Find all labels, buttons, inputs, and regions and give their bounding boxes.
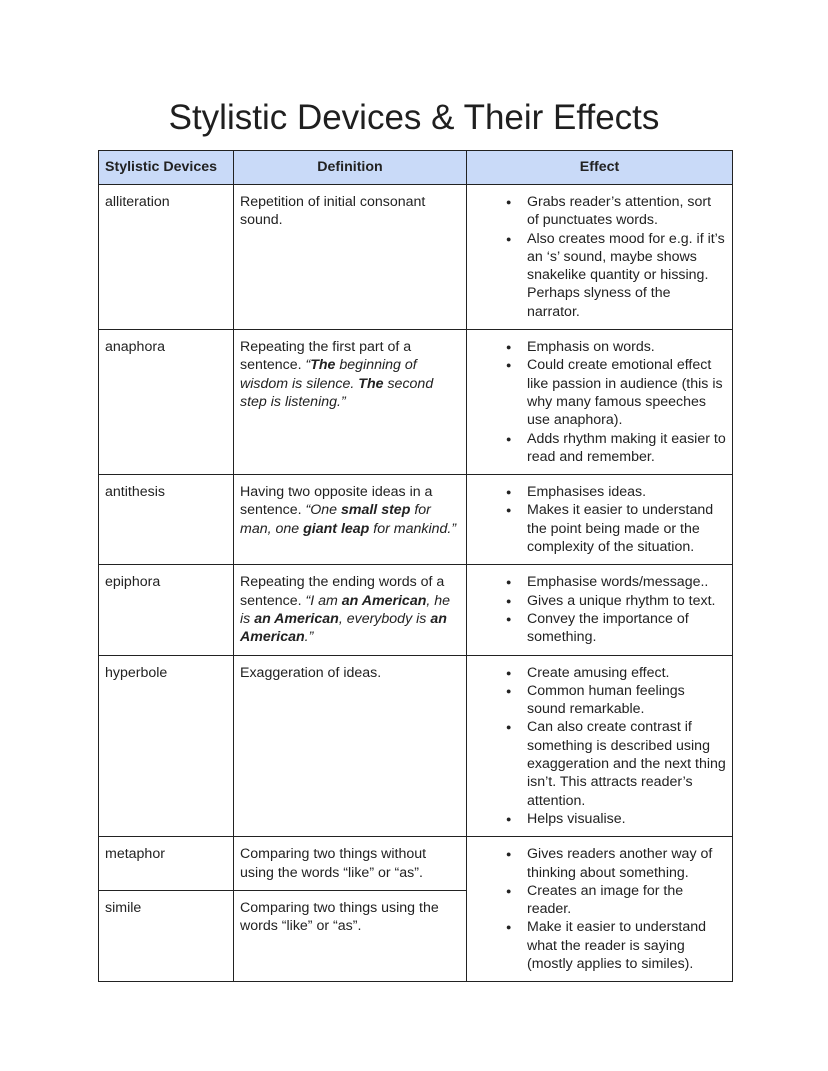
- example-emphasis: an American: [341, 592, 427, 609]
- device-effects: [467, 565, 733, 655]
- example-emphasis: The: [358, 375, 384, 392]
- effect-item: ● Emphasise words/message..: [527, 573, 726, 591]
- definition-example: “The beginning of wisdom is silence. The second step is listening.”: [240, 357, 434, 410]
- effect-item: ● Gives a unique rhythm to text.: [527, 592, 726, 610]
- device-name: alliteration: [99, 185, 234, 330]
- definition-text: Repeating the first part of a sentence.: [240, 339, 412, 374]
- effect-item: ● Convey the importance of something.: [527, 610, 726, 647]
- effects-list: [473, 483, 726, 556]
- effect-item: ● Also creates mood for e.g. if it’s an ‘s’ sound, maybe shows snakelike quantity or hissing. Perhaps slyness of the narrator.: [527, 230, 726, 321]
- effect-item: ● Common human feelings sound remarkable.: [527, 682, 726, 719]
- definition-example: “One small step for man, one giant leap for mankind.”: [240, 502, 457, 537]
- device-name: hyperbole: [99, 655, 234, 837]
- effect-item: ● Grabs reader’s attention, sort of punctuates words.: [527, 193, 726, 230]
- example-emphasis: The: [310, 357, 336, 374]
- effect-item: ● Creates an image for the reader.: [527, 882, 726, 919]
- effect-item: ● Helps visualise.: [527, 810, 726, 828]
- definition-text: Repeating the ending words of a sentence.: [240, 574, 445, 609]
- effects-list: [473, 573, 726, 646]
- device-name: epiphora: [99, 565, 234, 655]
- device-effects: [467, 475, 733, 565]
- table-row: [99, 475, 733, 565]
- effects-list: [473, 338, 726, 466]
- device-name: anaphora: [99, 330, 234, 475]
- definition-text: Having two opposite ideas in a sentence.: [240, 484, 433, 519]
- device-effects: [467, 330, 733, 475]
- table-body: [99, 185, 733, 982]
- header-effect: Effect: [467, 151, 733, 185]
- page-title: Stylistic Devices & Their Effects: [168, 98, 660, 137]
- effects-list: [473, 193, 726, 321]
- table-header-row: [99, 151, 733, 185]
- effects-list: [473, 845, 726, 973]
- device-name: metaphor: [99, 837, 234, 891]
- effect-item: ● Make it easier to understand what the reader is saying (mostly applies to similes).: [527, 918, 726, 973]
- device-definition: Comparing two things without using the words “like” or “as”.: [234, 837, 467, 891]
- example-emphasis: small step: [340, 502, 411, 519]
- effect-item: ● Could create emotional effect like passion in audience (this is why many famous speeches use anaphora).: [527, 356, 726, 429]
- device-definition: Comparing two things using the words “like” or “as”.: [234, 890, 467, 981]
- device-definition: [234, 185, 467, 330]
- table-row: [99, 330, 733, 475]
- table-row: [99, 185, 733, 330]
- device-definition: [234, 475, 467, 565]
- device-effects: [467, 655, 733, 837]
- device-name: simile: [99, 890, 234, 981]
- definition-text: Repetition of initial consonant sound.: [240, 194, 426, 229]
- effect-item: ● Makes it easier to understand the point being made or the complexity of the situation.: [527, 501, 726, 556]
- effect-item: ● Gives readers another way of thinking about something.: [527, 845, 726, 882]
- device-definition: [234, 565, 467, 655]
- effect-item: ● Emphasises ideas.: [527, 483, 726, 501]
- effect-item: ● Can also create contrast if something is described using exaggeration and the next thing isn’t. This attracts reader’s attention.: [527, 718, 726, 809]
- device-effects: [467, 185, 733, 330]
- device-definition: [234, 655, 467, 837]
- stylistic-devices-table: [98, 150, 733, 982]
- table-row: [99, 837, 733, 891]
- effect-item: ● Create amusing effect.: [527, 664, 726, 682]
- definition-text: Exaggeration of ideas.: [240, 664, 382, 681]
- header-definition: Definition: [234, 151, 467, 185]
- effect-item: ● Emphasis on words.: [527, 338, 726, 356]
- example-emphasis: an American: [240, 610, 447, 646]
- device-effects: [467, 837, 733, 982]
- device-name: antithesis: [99, 475, 234, 565]
- table-row: [99, 565, 733, 655]
- example-emphasis: giant leap: [303, 520, 370, 537]
- device-definition: [234, 330, 467, 475]
- effects-list: [473, 664, 726, 829]
- example-emphasis: an American: [254, 610, 339, 627]
- table-row: [99, 655, 733, 837]
- effect-item: ● Adds rhythm making it easier to read and remember.: [527, 430, 726, 467]
- definition-example: “I am an American, he is an American, everybody is an American.”: [240, 592, 451, 646]
- header-stylistic-devices: Stylistic Devices: [99, 151, 234, 185]
